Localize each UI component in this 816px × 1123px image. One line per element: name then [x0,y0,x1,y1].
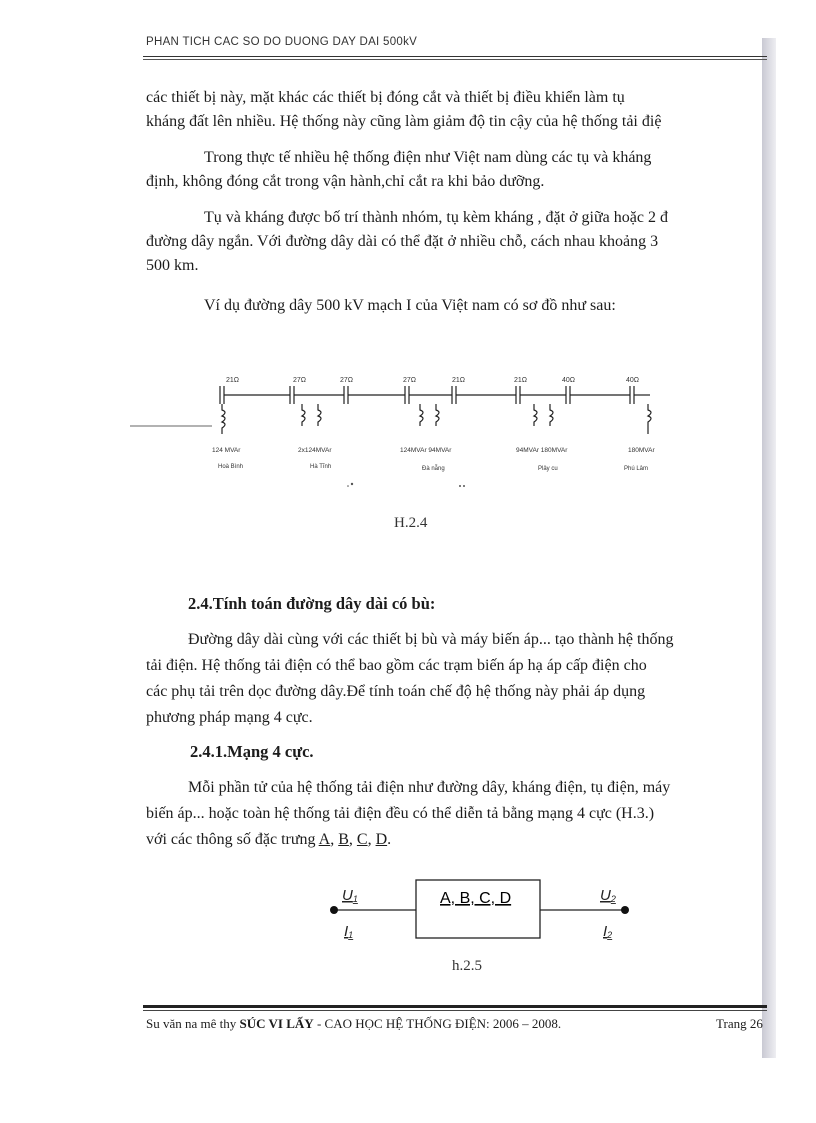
section-2-4-line-1: Đường dây dài cùng với các thiết bị bù và máy biến áp... tạo thành hệ thống [188,631,674,648]
rating-label: 94MVAr 180MVAr [516,447,568,454]
impedance-label: 27Ω [403,377,417,384]
header-rule-thin [143,59,767,60]
footer-author-bold: SÚC VI LẤY [239,1016,314,1031]
network-box [416,880,540,938]
paragraph-1-line-1: các thiết bị này, mặt khác các thiết bị đóng cắt và thiết bị điều khiển làm tụ [146,89,625,106]
section-2-4-line-3: các phụ tải trên dọc đường dây.Để tính toán chế độ hệ thống này phải áp dụng [146,683,646,700]
page-edge-shadow [762,38,776,1058]
param-c: C [356,831,368,848]
line-3-prefix: với các thông số đặc trưng [146,831,319,848]
param-b: B [338,831,349,848]
paragraph-3-line-1: Tụ và kháng được bố trí thành nhóm, tụ kèm kháng , đặt ở giữa hoặc 2 đ [204,209,668,226]
param-a: A [318,831,331,848]
network-box-label: A, B, C, D [440,890,512,907]
i1-label: I1 [344,923,354,940]
line-end: . [387,831,392,848]
separator: , [367,831,376,848]
footer-program: - CAO HỌC HỆ THỐNG ĐIỆN: 2006 – 2008. [313,1016,562,1031]
footer-author-name: Su văn na mê thy [146,1016,240,1031]
rating-label: 180MVAr [628,447,655,454]
u2-label: U2 [600,887,616,904]
footer-author [146,1016,561,1032]
header-rule [143,56,767,57]
shunt-reactors [222,404,651,434]
i2-label: I2 [603,923,613,940]
section-2-4-1-line-1: Mỗi phần tử của hệ thống tải điện như đường dây, kháng điện, tụ điện, máy [188,779,671,796]
scan-specks [347,483,465,487]
impedance-label: 27Ω [293,377,307,384]
station-label: Phú Lâm [624,466,649,472]
section-2-4-line-4: phương pháp mạng 4 cực. [146,709,313,726]
section-2-4-1-line-3 [146,828,764,852]
section-2-4-1-line-2: biến áp... hoặc toàn hệ thống tải điện đều có thể diễn tả bằng mạng 4 cực (H.3.) [146,805,655,822]
four-port-network-diagram [320,870,640,950]
paragraph-2-line-1: Trong thực tế nhiều hệ thống điện như Việt nam dùng các tụ và kháng [204,149,652,166]
impedance-label: 27Ω [340,377,354,384]
separator: , [330,831,339,848]
paragraph-2-line-2: định, không đóng cắt trong vận hành,chỉ cắt ra khi bảo dưỡng. [146,173,545,190]
paragraph-3-line-2: đường dây ngắn. Với đường dây dài có thể đặt ở nhiều chỗ, cách nhau khoảng 3 [146,233,659,250]
impedance-label: 21Ω [226,377,240,384]
section-2-4-line-2: tải điện. Hệ thống tải điện có thể bao gồm các trạm biến áp hạ áp cấp điện cho [146,657,647,674]
page-number: Trang 26 [716,1016,763,1031]
station-label: Plây cu [538,466,558,472]
paragraph-1-line-2: kháng đất lên nhiều. Hệ thống này cũng làm giảm độ tin cậy của hệ thống tải điệ [146,113,662,130]
impedance-label: 21Ω [514,377,528,384]
transmission-line [220,386,650,404]
rating-label: 124 MVAr [212,447,241,454]
station-label: Đà nẵng [422,466,445,472]
impedance-label: 21Ω [452,377,466,384]
line-diagram-500kv [130,360,690,500]
impedance-label: 40Ω [626,377,640,384]
figure-caption-h24: H.2.4 [394,515,428,531]
paragraph-4: Ví dụ đường dây 500 kV mạch I của Việt nam có sơ đồ như sau: [204,297,616,314]
footer-rule-thin [143,1010,767,1011]
paragraph-3-line-3: 500 km. [146,257,199,274]
section-heading-2-4-1: 2.4.1.Mạng 4 cực. [190,742,314,761]
rating-label: 124MVAr 94MVAr [400,447,452,454]
output-terminal [621,906,629,914]
section-heading-2-4: 2.4.Tính toán đường dây dài có bù: [188,594,436,613]
separator: , [348,831,357,848]
input-terminal [330,906,338,914]
footer-rule [143,1005,767,1008]
rating-label: 2x124MVAr [298,447,332,454]
u1-label: U1 [342,887,358,904]
station-label: Hoà Bình [218,464,244,470]
figure-caption-h25: h.2.5 [452,958,482,974]
station-label: Hà Tĩnh [310,464,332,470]
param-d: D [375,831,388,848]
impedance-label: 40Ω [562,377,576,384]
running-header: PHAN TICH CAC SO DO DUONG DAY DAI 500kV [146,36,418,48]
